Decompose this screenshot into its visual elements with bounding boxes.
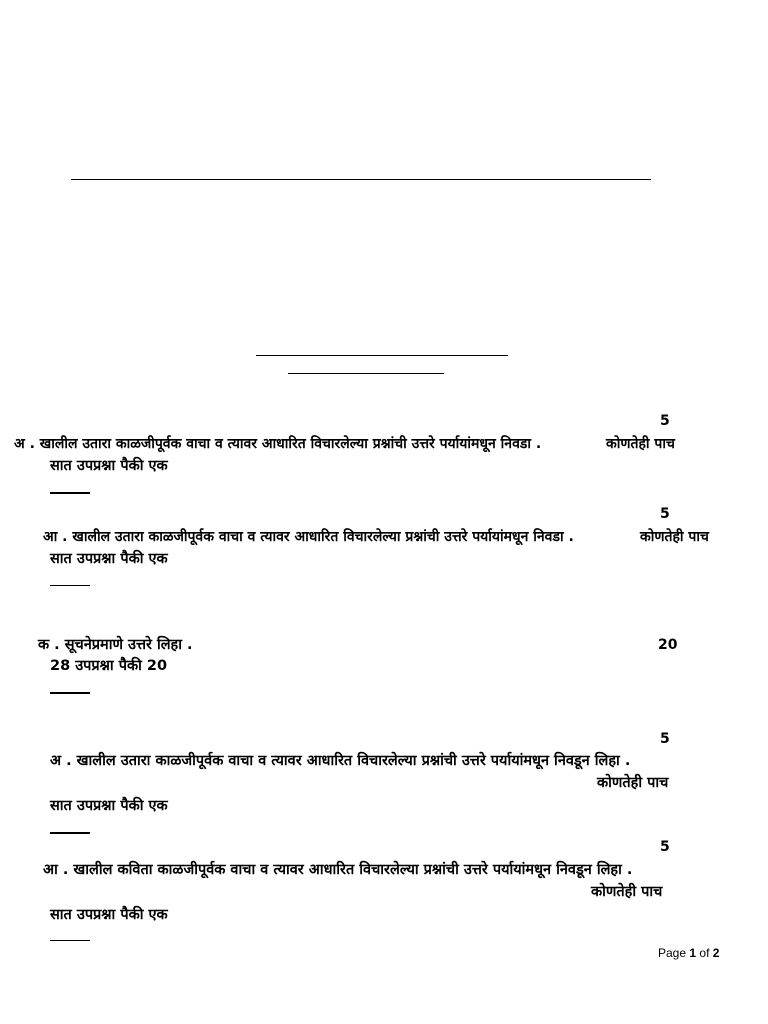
question-subtext: सात उपप्रश्ना पैकी एक (50, 798, 168, 814)
question-note: कोणतेही पाच (606, 436, 675, 452)
question-subtext: सात उपप्रश्ना पैकी एक (50, 907, 168, 923)
question-instruction: अ . खालील उतारा काळजीपूर्वक वाचा व त्यावर आधारित विचारलेल्या प्रश्नांची उत्तरे पर्यायांमधून निवडा . (14, 436, 542, 452)
page-word: Page (658, 946, 687, 960)
question-note: कोणतेही पाच (597, 775, 669, 791)
marks-label: 5 (660, 839, 670, 855)
question-subtext: सात उपप्रश्ना पैकी एक (50, 551, 168, 567)
question-subtext: सात उपप्रश्ना पैकी एक (50, 458, 168, 474)
question-note: कोणतेही पाच (591, 884, 663, 900)
question-instruction: आ . खालील कविता काळजीपूर्वक वाचा व त्यावर आधारित विचारलेल्या प्रश्नांची उत्तरे पर्यायांमधून निवडून लिहा . (43, 862, 633, 878)
subtitle-blank-line (256, 355, 508, 356)
marks-label: 20 (658, 637, 678, 653)
answer-line (50, 692, 90, 694)
answer-line (50, 832, 90, 834)
answer-line (50, 585, 90, 586)
question-note: कोणतेही पाच (640, 529, 709, 545)
question-instruction: आ . खालील उतारा काळजीपूर्वक वाचा व त्यावर आधारित विचारलेल्या प्रश्नांची उत्तरे पर्यायांमधून निवडा . (43, 529, 574, 545)
marks-label: 5 (660, 731, 670, 747)
of-word: of (699, 946, 710, 960)
question-instruction: क . सूचनेप्रमाणे उत्तरे लिहा . (38, 637, 193, 653)
subtitle-blank-line-short (288, 373, 444, 374)
current-page: 1 (689, 946, 697, 960)
question-instruction: अ . खालील उतारा काळजीपूर्वक वाचा व त्यावर आधारित विचारलेल्या प्रश्नांची उत्तरे पर्यायांमधून निवडून लिहा . (50, 753, 631, 769)
marks-label: 5 (660, 506, 670, 522)
total-pages: 2 (712, 946, 720, 960)
question-subtext: 28 उपप्रश्ना पैकी 20 (50, 658, 168, 674)
page-number (658, 946, 719, 960)
title-blank-line (71, 179, 651, 180)
marks-label: 5 (660, 413, 670, 429)
answer-line (50, 940, 90, 941)
answer-line (50, 492, 90, 494)
